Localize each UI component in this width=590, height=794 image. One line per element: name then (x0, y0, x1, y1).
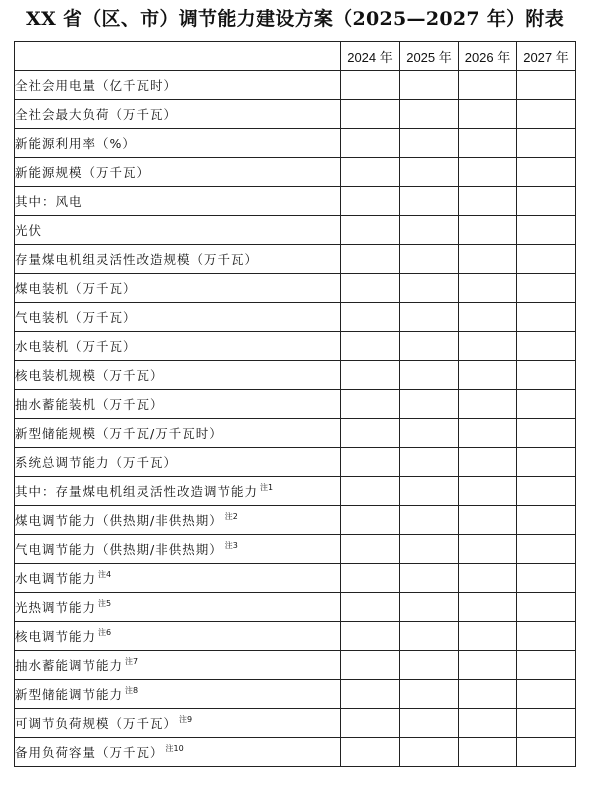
value-cell (459, 738, 517, 767)
value-cell (517, 738, 576, 767)
table-row (15, 419, 576, 448)
row-label-cell (15, 419, 341, 448)
value-cell (459, 651, 517, 680)
row-label-cell (15, 390, 341, 419)
row-label-cell (15, 564, 341, 593)
value-cell (459, 245, 517, 274)
table-row (15, 622, 576, 651)
row-label: 核电调节能力 (15, 629, 97, 644)
value-cell (341, 477, 400, 506)
table-row (15, 738, 576, 767)
value-cell (517, 187, 576, 216)
value-cell (459, 622, 517, 651)
table-row (15, 245, 576, 274)
value-cell (341, 245, 400, 274)
value-cell (400, 216, 459, 245)
value-cell (341, 680, 400, 709)
row-prefix: 其中： (15, 484, 56, 499)
value-cell (341, 158, 400, 187)
row-label: 新型储能规模（万千瓦/万千瓦时） (15, 426, 223, 441)
value-cell (400, 535, 459, 564)
row-label: 存量煤电机组灵活性改造调节能力 (55, 484, 259, 499)
value-cell (459, 100, 517, 129)
value-cell (517, 622, 576, 651)
footnote-marker: 注7 (125, 657, 139, 666)
value-cell (400, 332, 459, 361)
row-label-cell (15, 71, 341, 100)
header-row (15, 42, 576, 71)
value-cell (459, 303, 517, 332)
value-cell (341, 506, 400, 535)
row-label-cell (15, 593, 341, 622)
document-title: XX 省（区、市）调节能力建设方案（2025—2027 年）附表 (25, 8, 565, 30)
value-cell (341, 332, 400, 361)
table-row (15, 477, 576, 506)
value-cell (400, 622, 459, 651)
value-cell (517, 651, 576, 680)
row-label: 水电装机（万千瓦） (15, 339, 137, 354)
value-cell (400, 245, 459, 274)
value-cell (341, 419, 400, 448)
row-label-cell (15, 129, 341, 158)
value-cell (400, 709, 459, 738)
value-cell (400, 361, 459, 390)
table-row (15, 303, 576, 332)
row-label: 核电装机规模（万千瓦） (15, 368, 164, 383)
footnote-marker: 注9 (179, 715, 193, 724)
value-cell (459, 129, 517, 158)
value-cell (517, 303, 576, 332)
value-cell (517, 593, 576, 622)
year-column-header: 2024 年 (341, 42, 400, 71)
value-cell (517, 100, 576, 129)
value-cell (400, 100, 459, 129)
value-cell (341, 622, 400, 651)
row-label-cell (15, 680, 341, 709)
year-column-header: 2027 年 (517, 42, 576, 71)
value-cell (517, 564, 576, 593)
value-cell (400, 419, 459, 448)
row-label: 系统总调节能力（万千瓦） (15, 455, 178, 470)
value-cell (517, 361, 576, 390)
row-label-cell (15, 651, 341, 680)
value-cell (517, 419, 576, 448)
value-cell (517, 245, 576, 274)
row-label: 存量煤电机组灵活性改造规模（万千瓦） (15, 252, 259, 267)
value-cell (517, 535, 576, 564)
value-cell (341, 448, 400, 477)
table-row (15, 709, 576, 738)
value-cell (341, 564, 400, 593)
row-label: 新能源规模（万千瓦） (15, 165, 151, 180)
footnote-marker: 注8 (125, 686, 139, 695)
table-row (15, 187, 576, 216)
table-row (15, 651, 576, 680)
table-row (15, 129, 576, 158)
value-cell (400, 129, 459, 158)
value-cell (400, 187, 459, 216)
value-cell (341, 535, 400, 564)
row-label-cell (15, 535, 341, 564)
row-label: 气电调节能力（供热期/非供热期） (15, 542, 223, 557)
table-row (15, 361, 576, 390)
value-cell (341, 129, 400, 158)
footnote-marker: 注1 (260, 483, 274, 492)
row-label: 煤电装机（万千瓦） (15, 281, 137, 296)
value-cell (459, 477, 517, 506)
row-label: 新能源利用率（%） (15, 136, 136, 151)
value-cell (459, 187, 517, 216)
table-row (15, 448, 576, 477)
footnote-marker: 注6 (98, 628, 112, 637)
row-label: 煤电调节能力（供热期/非供热期） (15, 513, 223, 528)
row-label: 全社会最大负荷（万千瓦） (15, 107, 178, 122)
row-prefix: 其中： (15, 194, 56, 209)
value-cell (459, 709, 517, 738)
row-label: 抽水蓄能调节能力 (15, 658, 124, 673)
value-cell (459, 158, 517, 187)
value-cell (341, 738, 400, 767)
table-row (15, 71, 576, 100)
value-cell (400, 71, 459, 100)
row-label: 光热调节能力 (15, 600, 97, 615)
value-cell (517, 332, 576, 361)
value-cell (517, 477, 576, 506)
value-cell (459, 332, 517, 361)
value-cell (517, 71, 576, 100)
table-row (15, 158, 576, 187)
table-body (15, 71, 576, 767)
table-row (15, 564, 576, 593)
value-cell (341, 71, 400, 100)
value-cell (459, 274, 517, 303)
row-label-cell (15, 738, 341, 767)
value-cell (517, 448, 576, 477)
value-cell (400, 506, 459, 535)
value-cell (459, 419, 517, 448)
row-label-cell (15, 622, 341, 651)
table-row (15, 216, 576, 245)
value-cell (400, 680, 459, 709)
value-cell (341, 709, 400, 738)
table-row (15, 506, 576, 535)
value-cell (400, 448, 459, 477)
value-cell (459, 216, 517, 245)
value-cell (400, 274, 459, 303)
table-row (15, 332, 576, 361)
value-cell (459, 535, 517, 564)
value-cell (459, 390, 517, 419)
value-cell (400, 593, 459, 622)
value-cell (341, 651, 400, 680)
value-cell (517, 709, 576, 738)
row-label: 新型储能调节能力 (15, 687, 124, 702)
year-column-header: 2026 年 (459, 42, 517, 71)
row-label-cell (15, 332, 341, 361)
row-label-cell (15, 361, 341, 390)
table-row (15, 100, 576, 129)
footnote-marker: 注10 (165, 744, 184, 753)
footnote-marker: 注5 (98, 599, 112, 608)
value-cell (341, 593, 400, 622)
value-cell (341, 390, 400, 419)
row-label-cell (15, 709, 341, 738)
value-cell (400, 651, 459, 680)
value-cell (400, 564, 459, 593)
value-cell (459, 71, 517, 100)
table-row (15, 535, 576, 564)
value-cell (517, 506, 576, 535)
row-label-cell (15, 477, 341, 506)
value-cell (341, 100, 400, 129)
footnote-marker: 注3 (224, 541, 238, 550)
table-row (15, 274, 576, 303)
value-cell (517, 129, 576, 158)
value-cell (517, 680, 576, 709)
row-label: 水电调节能力 (15, 571, 97, 586)
year-column-header: 2025 年 (400, 42, 459, 71)
table-row (15, 680, 576, 709)
footnote-marker: 注2 (224, 512, 238, 521)
value-cell (400, 477, 459, 506)
row-label: 风电 (55, 194, 83, 209)
value-cell (459, 680, 517, 709)
row-label-cell (15, 245, 341, 274)
row-label-cell (15, 100, 341, 129)
value-cell (400, 303, 459, 332)
row-label-cell (15, 506, 341, 535)
adjustment-capacity-table (14, 41, 576, 767)
value-cell (400, 158, 459, 187)
row-label-cell (15, 187, 341, 216)
row-label-cell (15, 303, 341, 332)
value-cell (341, 274, 400, 303)
value-cell (341, 361, 400, 390)
value-cell (341, 303, 400, 332)
item-column-header (15, 42, 341, 71)
value-cell (341, 187, 400, 216)
row-label-cell (15, 216, 341, 245)
table-row (15, 390, 576, 419)
value-cell (517, 274, 576, 303)
value-cell (459, 361, 517, 390)
value-cell (517, 216, 576, 245)
value-cell (400, 390, 459, 419)
value-cell (517, 390, 576, 419)
footnote-marker: 注4 (98, 570, 112, 579)
row-label: 气电装机（万千瓦） (15, 310, 137, 325)
value-cell (341, 216, 400, 245)
table-row (15, 593, 576, 622)
value-cell (517, 158, 576, 187)
row-label: 备用负荷容量（万千瓦） (15, 745, 164, 760)
row-label: 全社会用电量（亿千瓦时） (15, 78, 178, 93)
value-cell (400, 738, 459, 767)
row-label: 光伏 (15, 223, 43, 238)
row-label: 抽水蓄能装机（万千瓦） (15, 397, 164, 412)
row-label-cell (15, 274, 341, 303)
row-label-cell (15, 448, 341, 477)
row-label-cell (15, 158, 341, 187)
value-cell (459, 448, 517, 477)
value-cell (459, 564, 517, 593)
row-label: 可调节负荷规模（万千瓦） (15, 716, 178, 731)
value-cell (459, 593, 517, 622)
value-cell (459, 506, 517, 535)
